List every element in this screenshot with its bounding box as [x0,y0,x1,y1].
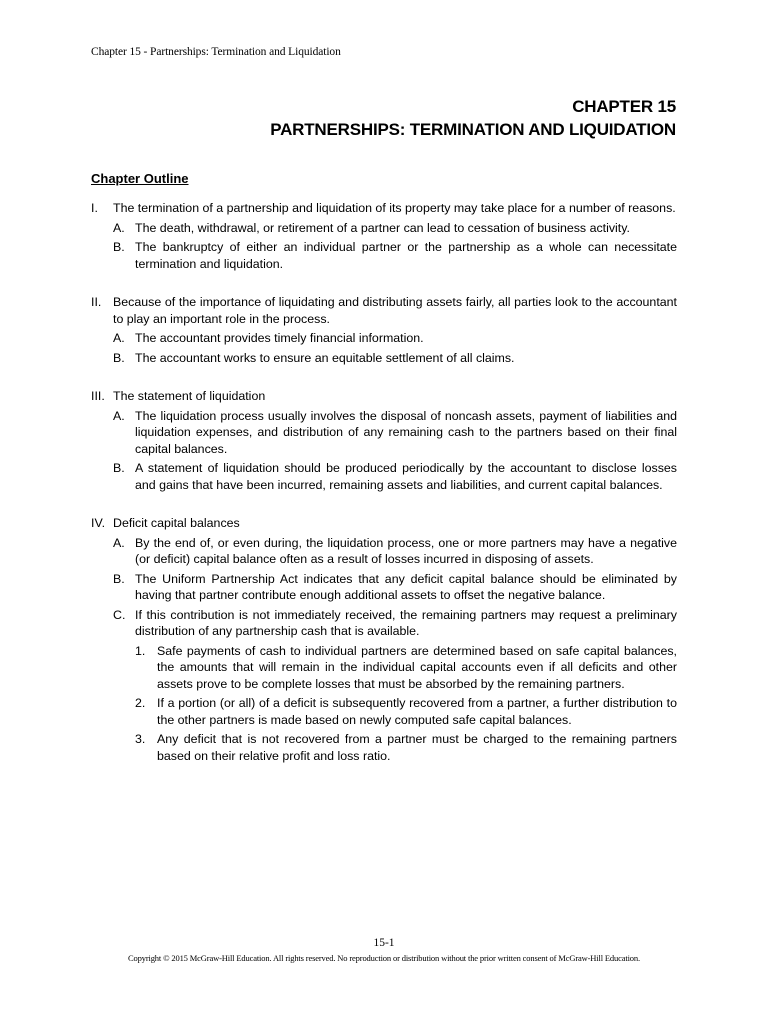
running-head: Chapter 15 - Partnerships: Termination and Liquidation [91,46,341,58]
item-letter: B. [113,461,125,475]
item-number: 3. [135,732,146,746]
section-body [113,200,677,275]
section-text: The termination of a partnership and liquidation of its property may take place for a number of reasons. [113,201,676,215]
numbered-sublist [135,643,677,765]
chapter-title [270,95,676,141]
outline-item [113,607,677,768]
item-letter: A. [113,408,125,423]
item-text: A statement of liquidation should be produced periodically by the accountant to disclose losses and gains that have been incurred, remaining assets and liabilities, and current capital balances. [135,461,677,492]
item-number: 2. [135,696,146,710]
item-text: The liquidation process usually involves the disposal of noncash assets, payment of liabilities and liquidation expenses, and distribution of any remaining cash to the partners based on their final capital balances. [135,408,677,456]
item-letter: B. [113,571,125,586]
section-body [113,294,677,369]
section-number: III. [91,389,105,403]
item-letter: B. [113,350,125,365]
page-number: 15-1 [373,937,395,949]
outline-item [113,571,677,604]
outline-section [91,200,677,275]
numbered-item-text: Safe payments of cash to individual partners are determined based on safe capital balances, the amounts that will remain in the individual capital accounts even if all deficits and other assets prove to be complete losses that must be absorbed by the remaining partners. [157,643,677,691]
section-body [113,515,677,770]
item-text: The accountant provides timely financial information. [135,331,424,345]
item-text: If this contribution is not immediately received, the remaining partners may request a preliminary distribution of any partnership cash that is available. [135,607,677,638]
section-text: Because of the importance of liquidating and distributing assets fairly, all parties look to the accountant to play an important role in the process. [113,295,677,326]
item-text: The death, withdrawal, or retirement of a partner can lead to cessation of business activity. [135,220,630,235]
item-letter: A. [113,535,125,550]
item-letter: A. [113,220,125,235]
outline-section [91,388,677,496]
outline-section [91,515,677,770]
item-number: 1. [135,643,146,658]
chapter-name: PARTNERSHIPS: TERMINATION AND LIQUIDATION [270,120,676,139]
item-text: By the end of, or even during, the liquidation process, one or more partners may have a negative (or deficit) capital balance often as a result of losses incurred in disposing of assets. [135,535,677,566]
section-text: Deficit capital balances [113,516,240,530]
outline-item [113,408,677,458]
outline-section [91,294,677,369]
item-text: The Uniform Partnership Act indicates that any deficit capital balance should be eliminated by having that partner contribute enough additional assets to offset the negative balance. [135,571,677,602]
chapter-outline [91,200,677,789]
outline-heading: Chapter Outline [91,171,189,186]
outline-item [113,239,677,272]
item-text: The accountant works to ensure an equitable settlement of all claims. [135,350,515,365]
section-number: I. [91,201,98,215]
numbered-item-text: If a portion (or all) of a deficit is subsequently recovered from a partner, a further distribution to the other partners is made based on newly computed safe capital balances. [157,696,677,727]
outline-item [113,220,677,237]
numbered-item [135,695,677,728]
numbered-item [135,643,677,693]
chapter-number: CHAPTER 15 [572,97,676,116]
item-letter: B. [113,240,125,254]
numbered-item-text: Any deficit that is not recovered from a partner must be charged to the remaining partners based on their relative profit and loss ratio. [157,732,677,763]
item-text: The bankruptcy of either an individual partner or the partnership as a whole can necessitate termination and liquidation. [135,240,677,271]
outline-item [113,535,677,568]
section-text: The statement of liquidation [113,389,266,403]
section-number: II. [91,295,102,309]
outline-item [113,350,677,367]
numbered-item [135,731,677,764]
section-body [113,388,677,496]
copyright-notice: Copyright © 2015 McGraw-Hill Education. All rights reserved. No reproduction or distribution without the prior written consent of McGraw-Hill Education. [128,953,640,963]
section-number: IV. [91,516,106,530]
item-letter: A. [113,331,125,345]
outline-item-body [135,607,677,768]
item-letter: C. [113,607,126,622]
outline-item [113,330,677,347]
outline-item [113,460,677,493]
